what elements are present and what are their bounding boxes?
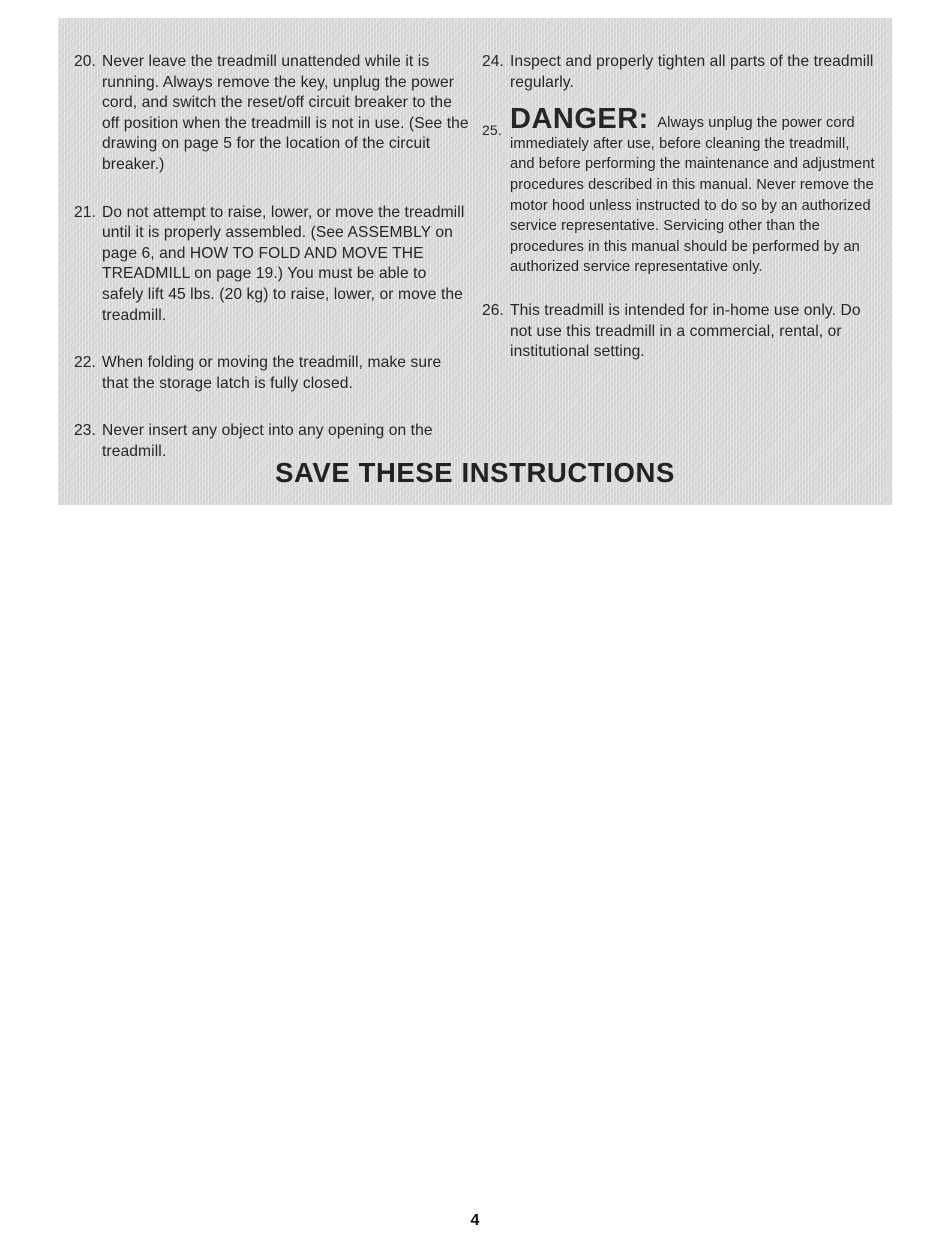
item-text: When folding or moving the treadmill, make sure that the storage latch is fully closed. — [102, 354, 442, 392]
item-number: 26. — [482, 301, 504, 319]
safety-item-24 — [482, 52, 876, 93]
item-text: Never insert any object into any opening on the treadmill. — [102, 422, 433, 460]
item-text: Inspect and properly tighten all parts of the treadmill regularly. — [510, 53, 874, 91]
right-column — [482, 52, 876, 363]
item-number: 22. — [74, 354, 96, 372]
safety-item-26 — [482, 301, 876, 363]
item-number: 21. — [74, 203, 96, 221]
danger-label: DANGER: — [510, 103, 649, 136]
item-text: Do not attempt to raise, lower, or move the treadmill until it is properly assembled. (See ASSEMBLY on page 6, and HOW TO FOLD AND MOVE THE TREADMILL on page 19.) You must be able to safely lift 45 lbs. (20 kg) to raise, lower, or move the treadmill. — [102, 203, 465, 324]
item-number: 20. — [74, 53, 96, 70]
warning-panel — [58, 18, 892, 505]
item-number: 24. — [482, 53, 504, 70]
item-text: Never leave the treadmill unattended while it is running. Always remove the key, unplug the power cord, and switch the reset/off circuit breaker to the off position when the treadmill is not in use. (See the drawing on page 5 for the location of the circuit breaker.) — [102, 53, 469, 173]
safety-item-22 — [74, 353, 472, 394]
safety-item-21 — [74, 203, 472, 327]
page-number: 4 — [470, 1212, 480, 1229]
item-number: 25. — [482, 122, 502, 139]
item-text: This treadmill is intended for in-home use only. Do not use this treadmill in a commercial, rental, or institutional setting. — [510, 301, 861, 361]
item-number: 23. — [74, 422, 96, 440]
left-column — [74, 52, 472, 463]
safety-item-25 — [482, 103, 876, 278]
save-instructions-heading: SAVE THESE INSTRUCTIONS — [275, 457, 675, 488]
safety-item-20 — [74, 52, 472, 176]
item-text: Always unplug the power cord immediately after use, before cleaning the treadmill, and before performing the maintenance and adjustment procedures described in this manual. Never remove the motor hood unless instructed to do so by an authorized service representative. Servicing other than the procedures in this manual should be performed by an authorized service representative only. — [510, 115, 875, 276]
